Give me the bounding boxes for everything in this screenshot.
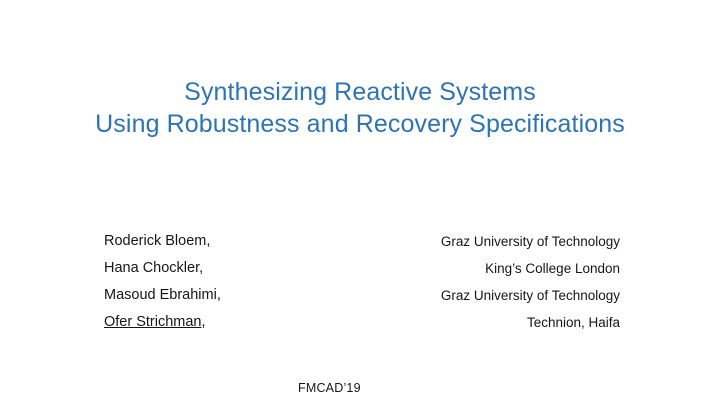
list-item: Technion, Haifa [526,315,620,330]
list-item [104,228,324,255]
author-list [104,228,324,336]
list-item [104,255,324,282]
affiliation-list [370,228,620,336]
author-name-presenter: Ofer Strichman [104,314,202,330]
title-line-1: Synthesizing Reactive Systems [184,78,536,106]
list-item [104,309,324,336]
venue-label: FMCAD’19 [298,381,361,395]
list-item [104,282,324,309]
slide-title [0,76,720,140]
list-item: Graz University of Technology [440,234,620,249]
author-name: Roderick Bloem, [104,233,211,249]
author-name: Masoud Ebrahimi, [104,287,221,303]
author-name: Hana Chockler, [104,260,204,276]
list-item: Graz University of Technology [440,288,620,303]
list-item: King’s College London [485,261,620,276]
author-name-suffix: , [201,314,206,330]
title-line-2: Using Robustness and Recovery Specifications [95,110,625,138]
